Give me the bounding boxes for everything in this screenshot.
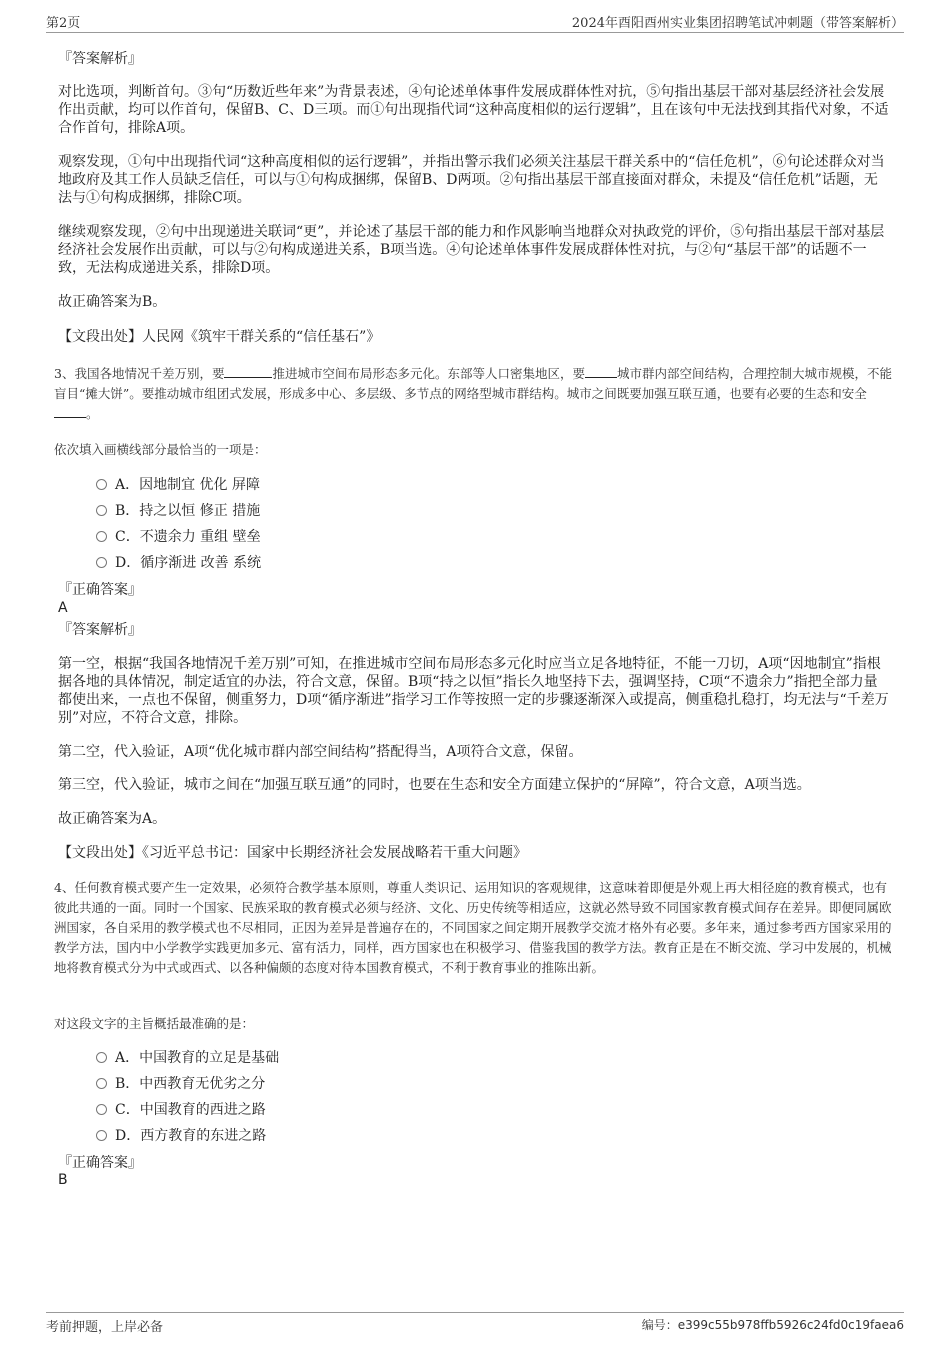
radio-icon[interactable] bbox=[96, 1104, 107, 1115]
question-3-stem bbox=[54, 364, 896, 424]
q3-analysis-paragraph-1: 第一空，根据“我国各地情况千差万别”可知，在推进城市空间布局形态多元化时应当立足各地特征，不能一刀切，A项“因地制宜”指根据各地的具体情况，制定适宜的办法，符合文意，保留。B项“持之以恒”指长久地坚持下去，强调坚持，C项“不遗余力”指把全部力量都使出来，一点也不保留，侧重努力，D项“循序渐进”指学习工作等按照一定的步骤逐渐深入或提高，侧重稳扎稳打，均无法与“千差万别”对应，不符合文意，排除。 bbox=[58, 656, 889, 726]
q3-option-c[interactable] bbox=[96, 526, 261, 546]
prev-analysis-paragraph-3: 继续观察发现，②句中出现递进关联词“更”，并论述了基层干部的能力和作风影响当地群众对执政党的评价，⑤句指出基层干部对基层经济社会发展作出贡献，可以与②句构成递进关系，B项当选。④句论述单体事件发展成群体性对抗，与②句“基层干部”的话题不一致，无法构成递进关系，排除D项。 bbox=[58, 224, 885, 276]
page-footer bbox=[46, 1312, 904, 1335]
prev-analysis-paragraph-2: 观察发现，①句中出现指代词“这种高度相似的运行逻辑”，并指出警示我们必须关注基层干群关系中的“信任危机”，⑥句论述群众对当地政府及其工作人员缺乏信任，可以与①句构成捆绑，保留B、D两项。②句指出基层干部直接面对群众，未提及“信任危机”话题，无法与①句构成捆绑，排除C项。 bbox=[58, 154, 885, 206]
q3-answer-label: 『正确答案』 bbox=[58, 582, 142, 598]
footer-slogan: 考前押题，上岸必备 bbox=[46, 1320, 164, 1335]
prev-answer-conclusion: 故正确答案为B。 bbox=[58, 294, 167, 310]
q3-text-part-4: 。 bbox=[86, 406, 99, 421]
radio-icon[interactable] bbox=[96, 557, 107, 568]
radio-icon[interactable] bbox=[96, 531, 107, 542]
q3-prompt: 依次填入画横线部分最恰当的一项是： bbox=[54, 442, 267, 457]
q3-answer: A bbox=[58, 600, 68, 616]
q3-option-a-label: A．因地制宜 优化 屏障 bbox=[115, 477, 261, 493]
q3-option-b[interactable] bbox=[96, 500, 260, 520]
page-number: 第2页 bbox=[46, 16, 81, 31]
q4-option-c[interactable] bbox=[96, 1099, 266, 1119]
q3-text-part-3: 城市群内部空间结构，合理控制大城市规模，不能盲目“摊大饼”。要推动城市组团式发展，形成多中心、多层级、多节点的网络型城市群结构。城市之间既要加强互联互通，也要有必要的生态和安全 bbox=[54, 366, 892, 401]
radio-icon[interactable] bbox=[96, 505, 107, 516]
q4-option-d[interactable] bbox=[96, 1125, 266, 1145]
q3-blank-2 bbox=[585, 365, 617, 378]
q4-answer: B bbox=[58, 1172, 68, 1188]
radio-icon[interactable] bbox=[96, 479, 107, 490]
q3-answer-conclusion: 故正确答案为A。 bbox=[58, 811, 167, 827]
q4-option-a-label: A．中国教育的立足是基础 bbox=[115, 1050, 280, 1066]
q3-option-c-label: C．不遗余力 重组 壁垒 bbox=[115, 529, 261, 545]
q4-option-b[interactable] bbox=[96, 1073, 265, 1093]
q3-text-part-2: 推进城市空间布局形态多元化。东部等人口密集地区，要 bbox=[272, 366, 585, 381]
q4-option-c-label: C．中国教育的西进之路 bbox=[115, 1102, 266, 1118]
q3-option-d-label: D．循序渐进 改善 系统 bbox=[115, 555, 262, 571]
radio-icon[interactable] bbox=[96, 1130, 107, 1141]
q3-analysis-label: 『答案解析』 bbox=[58, 622, 142, 638]
q3-option-b-label: B．持之以恒 修正 措施 bbox=[115, 503, 261, 519]
document-title: 2024年酉阳酉州实业集团招聘笔试冲刺题（带答案解析） bbox=[571, 16, 904, 31]
question-4-stem: 4、任何教育模式要产生一定效果，必须符合教学基本原则，尊重人类识记、运用知识的客观规律，这意味着即便是外观上再大相径庭的教育模式，也有彼此共通的一面。同时一个国家、民族采取的教育模式必须与经济、文化、历史传统等相适应，这就必然导致不同国家教育模式间存在差异。即便同属欧洲国家，各自采用的教学模式也不尽相同，正因为差异是普遍存在的，不同国家之间定期开展教学交流才格外有必要。多年来，通过参考西方国家采用的教学方法，国内中小学教学实践更加多元、富有活力，同样，西方国家也在积极学习、借鉴我国的教学方法。教育正是在不断交流、学习中发展的，机械地将教育模式分为中式或西式、以各种偏颇的态度对待本国教育模式，不利于教育事业的推陈出新。 bbox=[54, 880, 892, 975]
document-serial: 编号：e399c55b978ffb5926c24fd0c19faea6 bbox=[641, 1318, 904, 1332]
q3-analysis-paragraph-2: 第二空，代入验证，A项“优化城市群内部空间结构”搭配得当，A项符合文意，保留。 bbox=[58, 744, 583, 760]
q3-blank-3 bbox=[54, 405, 86, 418]
q4-option-d-label: D．西方教育的东进之路 bbox=[115, 1128, 267, 1144]
q4-answer-label: 『正确答案』 bbox=[58, 1155, 142, 1171]
q3-source: 【文段出处】《习近平总书记：国家中长期经济社会发展战略若干重大问题》 bbox=[58, 845, 527, 861]
q4-option-a[interactable] bbox=[96, 1047, 279, 1067]
page-header bbox=[46, 12, 904, 33]
q4-option-b-label: B．中西教育无优劣之分 bbox=[115, 1076, 266, 1092]
q3-text-part-1: 3、我国各地情况千差万别，要 bbox=[54, 366, 225, 381]
q3-analysis-paragraph-3: 第三空，代入验证，城市之间在“加强互联互通”的同时，也要在生态和安全方面建立保护的“屏障”，符合文意，A项当选。 bbox=[58, 777, 811, 793]
q3-option-d[interactable] bbox=[96, 552, 261, 572]
q3-option-a[interactable] bbox=[96, 474, 260, 494]
q3-blank-1 bbox=[224, 365, 272, 378]
radio-icon[interactable] bbox=[96, 1052, 107, 1063]
prev-analysis-label: 『答案解析』 bbox=[58, 51, 142, 67]
prev-analysis-paragraph-1: 对比选项，判断首句。③句“历数近些年来”为背景表述，④句论述单体事件发展成群体性对抗，⑤句指出基层干部对基层经济社会发展作出贡献，均可以作首句，保留B、C、D三项。而①句出现指代词“这种高度相似的运行逻辑”，且在该句中无法找到其指代对象，不适合作首句，排除A项。 bbox=[58, 84, 889, 136]
radio-icon[interactable] bbox=[96, 1078, 107, 1089]
prev-source: 【文段出处】人民网《筑牢干群关系的“信任基石”》 bbox=[58, 329, 381, 345]
q4-prompt: 对这段文字的主旨概括最准确的是： bbox=[54, 1016, 255, 1031]
